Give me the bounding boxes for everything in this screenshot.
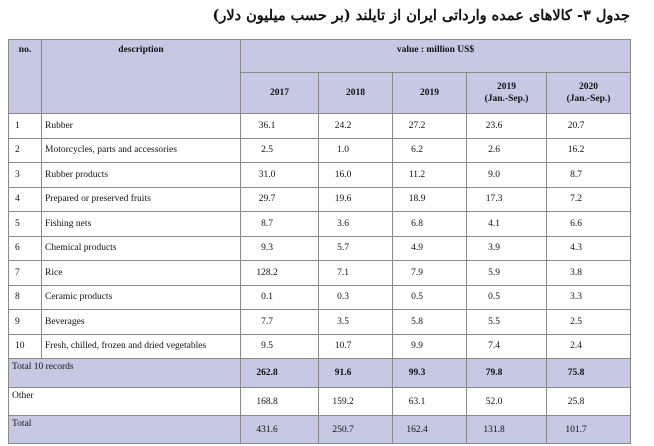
value-cell: 7.9 [393, 261, 467, 286]
value-cell: 5.7 [319, 236, 393, 261]
value-cell: 7.7 [241, 310, 319, 335]
row-description: Chemical products [42, 236, 241, 261]
header-year: 2018 [319, 73, 393, 114]
value-cell: 27.2 [393, 114, 467, 139]
row-number: 5 [9, 212, 42, 237]
row-description: Rubber [42, 114, 241, 139]
row-description: Fresh, chilled, frozen and dried vegetables [42, 334, 241, 359]
table-row [9, 334, 631, 359]
row-number: 3 [9, 163, 42, 188]
value-cell: 4.9 [393, 236, 467, 261]
value-cell: 5.8 [393, 310, 467, 335]
value-cell: 0.5 [393, 285, 467, 310]
row-number: 8 [9, 285, 42, 310]
value-cell: 8.7 [241, 212, 319, 237]
value-cell: 19.6 [319, 187, 393, 212]
value-cell: 16.2 [547, 138, 631, 163]
value-cell: 11.2 [393, 163, 467, 188]
value-cell: 18.9 [393, 187, 467, 212]
header-year: 2020 (Jan.-Sep.) [547, 73, 631, 114]
value-cell: 3.3 [547, 285, 631, 310]
value-cell: 9.3 [241, 236, 319, 261]
value-cell: 0.3 [319, 285, 393, 310]
row-description: Beverages [42, 310, 241, 335]
value-cell: 4.1 [467, 212, 547, 237]
value-cell: 79.8 [467, 359, 547, 388]
row-description: Rice [42, 261, 241, 286]
value-cell: 168.8 [241, 388, 319, 416]
row-description: Fishing nets [42, 212, 241, 237]
row-description: Ceramic products [42, 285, 241, 310]
row-number: 7 [9, 261, 42, 286]
row-number: 6 [9, 236, 42, 261]
value-cell: 131.8 [467, 416, 547, 444]
value-cell: 91.6 [319, 359, 393, 388]
imports-table [8, 39, 631, 444]
table-row [9, 310, 631, 335]
value-cell: 2.6 [467, 138, 547, 163]
value-cell: 7.2 [547, 187, 631, 212]
value-cell: 9.0 [467, 163, 547, 188]
summary-row-top10 [9, 359, 631, 388]
value-cell: 0.1 [241, 285, 319, 310]
header-value-group: value : million US$ [241, 40, 631, 73]
summary-label: Total [9, 416, 241, 444]
value-cell: 23.6 [467, 114, 547, 139]
value-cell: 17.3 [467, 187, 547, 212]
value-cell: 0.5 [467, 285, 547, 310]
summary-row-other [9, 388, 631, 416]
header-year: 2019 (Jan.-Sep.) [467, 73, 547, 114]
table-row [9, 236, 631, 261]
summary-label: Other [9, 388, 241, 416]
value-cell: 9.9 [393, 334, 467, 359]
value-cell: 6.2 [393, 138, 467, 163]
value-cell: 7.4 [467, 334, 547, 359]
value-cell: 128.2 [241, 261, 319, 286]
value-cell: 3.9 [467, 236, 547, 261]
row-number: 10 [9, 334, 42, 359]
value-cell: 2.5 [241, 138, 319, 163]
summary-label: Total 10 records [9, 359, 241, 388]
table-row [9, 261, 631, 286]
value-cell: 10.7 [319, 334, 393, 359]
value-cell: 2.4 [547, 334, 631, 359]
row-number: 1 [9, 114, 42, 139]
value-cell: 8.7 [547, 163, 631, 188]
value-cell: 9.5 [241, 334, 319, 359]
value-cell: 36.1 [241, 114, 319, 139]
row-description: Rubber products [42, 163, 241, 188]
value-cell: 159.2 [319, 388, 393, 416]
table-row [9, 138, 631, 163]
table-row [9, 114, 631, 139]
value-cell: 1.0 [319, 138, 393, 163]
row-number: 2 [9, 138, 42, 163]
header-description: description [42, 40, 241, 114]
value-cell: 6.8 [393, 212, 467, 237]
value-cell: 101.7 [547, 416, 631, 444]
value-cell: 7.1 [319, 261, 393, 286]
header-year: 2019 [393, 73, 467, 114]
value-cell: 16.0 [319, 163, 393, 188]
table-row [9, 285, 631, 310]
value-cell: 31.0 [241, 163, 319, 188]
row-number: 9 [9, 310, 42, 335]
value-cell: 5.5 [467, 310, 547, 335]
row-description: Motorcycles, parts and accessories [42, 138, 241, 163]
value-cell: 75.8 [547, 359, 631, 388]
value-cell: 2.5 [547, 310, 631, 335]
row-number: 4 [9, 187, 42, 212]
summary-row-total [9, 416, 631, 444]
value-cell: 4.3 [547, 236, 631, 261]
value-cell: 6.6 [547, 212, 631, 237]
table-row [9, 212, 631, 237]
table-title: جدول ۳- کالاهای عمده وارداتی ایران از تایلند (بر حسب میلیون دلار) [212, 7, 630, 24]
table-row [9, 187, 631, 212]
value-cell: 52.0 [467, 388, 547, 416]
table-row [9, 163, 631, 188]
header-no: no. [9, 40, 42, 114]
value-cell: 3.8 [547, 261, 631, 286]
value-cell: 63.1 [393, 388, 467, 416]
value-cell: 3.6 [319, 212, 393, 237]
row-description: Prepared or preserved fruits [42, 187, 241, 212]
header-year: 2017 [241, 73, 319, 114]
value-cell: 5.9 [467, 261, 547, 286]
value-cell: 3.5 [319, 310, 393, 335]
value-cell: 24.2 [319, 114, 393, 139]
value-cell: 25.8 [547, 388, 631, 416]
value-cell: 262.8 [241, 359, 319, 388]
value-cell: 99.3 [393, 359, 467, 388]
value-cell: 250.7 [319, 416, 393, 444]
value-cell: 29.7 [241, 187, 319, 212]
value-cell: 431.6 [241, 416, 319, 444]
value-cell: 20.7 [547, 114, 631, 139]
value-cell: 162.4 [393, 416, 467, 444]
